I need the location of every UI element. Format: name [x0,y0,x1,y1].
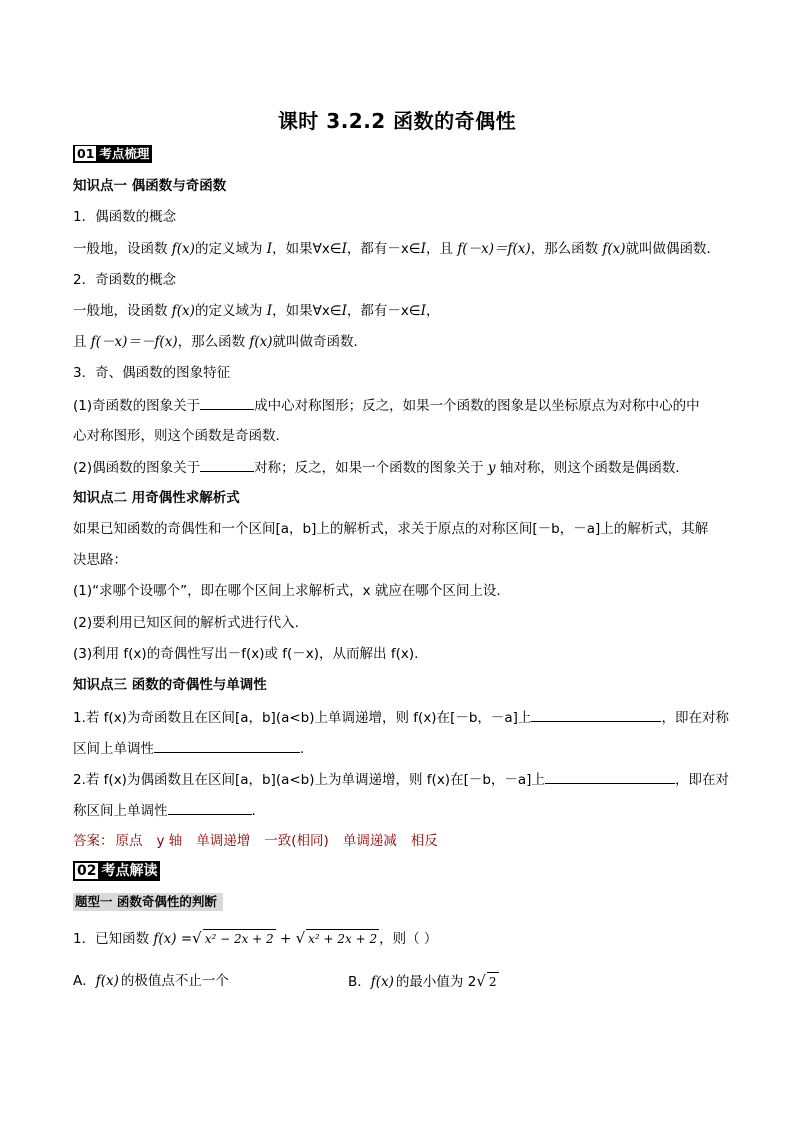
kp1-item2-line2 [73,333,367,351]
math-eq: f(－x)＝－f(x) [90,334,178,350]
answer-item: 一致(相同) [264,833,329,849]
fill-blank [200,458,254,472]
text-seg: ，即在对称 [661,710,729,726]
fill-blank [154,739,300,753]
question-type-bar: 题型一 函数奇偶性的判断 [73,893,223,911]
kp1-item3-line2: 心对称图形，则这个函数是奇函数． [73,428,289,444]
section-label: 考点梳理 [99,146,150,161]
option-text: 的最小值为 2 [395,974,477,990]
text-seg: ，如果∀x∈ [272,241,342,257]
text-seg: 轴对称，则这个函数是偶函数． [495,460,689,476]
fill-blank [200,396,254,410]
text-seg: 对称；反之，如果一个函数的图象关于 [254,460,488,476]
math-fx: f(x) [602,241,626,257]
section-number: 01 [77,146,95,161]
page-title: 课时 3.2.2 函数的奇偶性 [277,109,517,133]
fill-blank [531,708,661,722]
kp2-line2: 决思路： [73,552,127,568]
kp3-line1 [73,708,729,727]
kp3-heading: 知识点三 函数的奇偶性与单调性 [73,677,267,693]
text-seg: 区间上单调性 [73,741,154,757]
text-seg: 成中心对称图形；反之，如果一个函数的图象是以坐标原点为对称中心的中 [254,398,700,414]
math-I: I [341,303,347,319]
text-seg: . [251,803,256,819]
section-tag-kaodian-jiedu [73,861,160,881]
math-I: I [341,241,347,257]
text-seg: ，即在对 [674,772,729,788]
text-seg: 一般地，设函数 [73,303,172,319]
kp1-item2-line1 [73,302,440,320]
radicand: 2 [487,972,499,991]
text-seg: ，且 [426,241,458,257]
section-number: 02 [77,863,97,879]
math-fx: f(x) [171,241,195,257]
kp3-line2 [73,739,304,758]
text-seg: 的定义域为 [194,241,267,257]
sqrt-icon: √ [192,929,202,947]
text-seg: ，都有－x∈ [346,303,421,319]
fill-blank [168,801,252,815]
text-seg: 一般地，设函数 [73,241,172,257]
text-seg: (1)奇函数的图象关于 [73,398,201,414]
kp1-item3-line3 [73,458,689,477]
section-label: 考点解读 [101,863,158,879]
text-seg: ， [426,303,440,319]
math-fx: f(x) [370,974,394,990]
text-seg: 称区间上单调性 [73,803,168,819]
kp2-heading: 知识点二 用奇偶性求解析式 [73,490,240,506]
answer-item: 单调递增 [196,833,251,849]
answer-label: 答案： [73,833,114,849]
question-1 [73,929,437,948]
math-fx: f(x) [95,973,119,989]
kp1-item1-text [73,240,720,258]
option-text: 的极值点不止一个 [120,973,229,989]
sqrt-icon: √ [476,972,486,990]
answer-item: 相反 [410,833,438,849]
text-seg: (2)偶函数的图象关于 [73,460,201,476]
kp2-line4: (2)要利用已知区间的解析式进行代入. [73,615,299,631]
text-seg: 且 [73,334,91,350]
radicand: x² − 2x + 2 [203,929,276,948]
text-seg: ，都有－x∈ [346,241,421,257]
kp2-line1: 如果已知函数的奇偶性和一个区间[a，b]上的解析式，求关于原点的对称区间[－b，－a]上的解析式，其解 [73,521,709,537]
kp1-item3-title: 3．奇、偶函数的图象特征 [73,365,231,381]
text-seg: 2.若 f(x)为偶函数且在区间[a，b](a<b)上为单调递增，则 f(x)在[－b，－a]上 [73,772,545,788]
text-seg: ，如果∀x∈ [272,303,342,319]
math-fx: f(x) [171,303,195,319]
option-b[interactable] [348,972,499,991]
text-seg: ，那么函数 [177,334,250,350]
text-seg: 1．已知函数 [73,931,154,947]
text-seg: 就叫做奇函数． [272,334,368,350]
kp3-line4 [73,801,256,820]
math-lhs: f(x) = [153,931,193,947]
answer-item: 原点 [115,833,143,849]
kp1-item1-title: 1．偶函数的概念 [73,209,177,225]
kp1-heading: 知识点一 偶函数与奇函数 [73,178,227,194]
section-tag-kaodian-shuli [73,145,152,163]
kp2-line3: (1)“求哪个设哪个”，即在哪个区间上求解析式，x 就应在哪个区间上设. [73,583,501,599]
kp1-item3-line1 [73,396,700,415]
math-I: I [266,241,273,257]
text-seg: ，则（ ） [379,931,438,947]
sqrt-icon: √ [295,929,306,947]
math-I: I [266,303,273,319]
kp2-line5: (3)利用 f(x)的奇偶性写出－f(x)或 f(－x)，从而解出 f(x). [73,646,419,662]
math-fx: f(x) [249,334,273,350]
text-seg: ，那么函数 [530,241,603,257]
radicand: x² + 2x + 2 [306,929,379,948]
math-I: I [420,303,427,319]
fill-blank [545,770,675,784]
math-I: I [420,241,427,257]
answer-line [73,832,452,850]
math-eq: f(－x)＝f(x) [457,241,531,257]
kp1-item2-title: 2．奇函数的概念 [73,272,177,288]
math-y: y [487,460,496,476]
answer-item: y 轴 [156,833,183,849]
text-seg: 的定义域为 [194,303,267,319]
text-seg: 1.若 f(x)为奇函数且在区间[a，b](a<b)上单调递增，则 f(x)在[－b，－a]上 [73,710,532,726]
option-a[interactable] [73,972,229,990]
text-seg: . [300,741,305,757]
option-label: B． [348,974,371,990]
option-label: A． [73,973,96,989]
math-plus: + [275,931,296,947]
kp3-line3 [73,770,729,789]
answer-item: 单调递减 [342,833,397,849]
text-seg: 就叫做偶函数． [625,241,721,257]
